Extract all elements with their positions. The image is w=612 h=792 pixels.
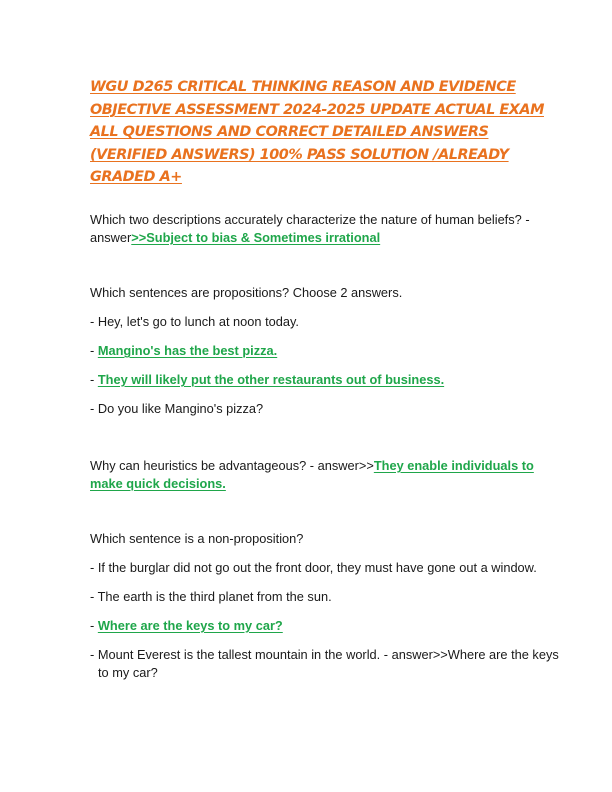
question-beliefs-text: Which two descriptions accurately characterize the nature of human beliefs? - answer xyxy=(90,211,530,245)
option-mangino-best xyxy=(90,342,566,360)
option-burglar xyxy=(90,559,566,577)
question-non-proposition: Which sentence is a non-proposition? xyxy=(90,530,304,546)
option-text: Do you like Mangino's pizza? xyxy=(97,400,264,416)
option-prefix: - xyxy=(90,371,98,387)
answer-keys: Where are the keys to my car? xyxy=(97,617,283,633)
option-prefix: - xyxy=(90,342,98,358)
option-text: If the burglar did not go out the front door, they must have gone out a window. xyxy=(97,559,537,575)
option-like-pizza xyxy=(90,400,566,418)
option-prefix: - xyxy=(90,588,98,604)
document-title: WGU D265 CRITICAL THINKING REASON AND EVIDENCE OBJECTIVE ASSESSMENT 2024-2025 UPDATE ACTUAL EXAM ALL QUESTIONS AND CORRECT DETAILED ANSWERS (VERIFIED ANSWERS) 100% PASS SOLUTION /ALREADY GRADED A+ xyxy=(90,79,544,186)
answer-mangino-best: Mangino's has the best pizza. xyxy=(97,342,278,358)
option-lunch xyxy=(90,313,566,331)
question-heuristics xyxy=(90,457,566,493)
option-prefix: - xyxy=(90,559,98,575)
option-restaurants xyxy=(90,371,566,389)
option-prefix: - xyxy=(90,617,98,633)
option-everest xyxy=(90,646,566,682)
option-text: Mount Everest is the tallest mountain in the world. - answer>>Where are the keys to my car? xyxy=(97,646,559,680)
option-text: The earth is the third planet from the sun. xyxy=(97,588,332,604)
question-propositions: Which sentences are propositions? Choose 2 answers. xyxy=(90,284,403,300)
option-prefix: - xyxy=(90,400,98,416)
option-text: Hey, let's go to lunch at noon today. xyxy=(97,313,299,329)
answer-heuristics: They enable individuals to make quick decisions. xyxy=(90,457,534,491)
question-beliefs xyxy=(90,211,566,247)
document-page xyxy=(90,76,566,682)
option-prefix: - xyxy=(90,646,98,662)
option-prefix: - xyxy=(90,313,98,329)
question-heuristics-text: Why can heuristics be advantageous? - answer>> xyxy=(90,457,374,473)
answer-restaurants: They will likely put the other restaurants out of business. xyxy=(97,371,445,387)
option-earth xyxy=(90,588,566,606)
answer-beliefs: >>Subject to bias & Sometimes irrational xyxy=(131,229,381,245)
option-keys xyxy=(90,617,566,635)
